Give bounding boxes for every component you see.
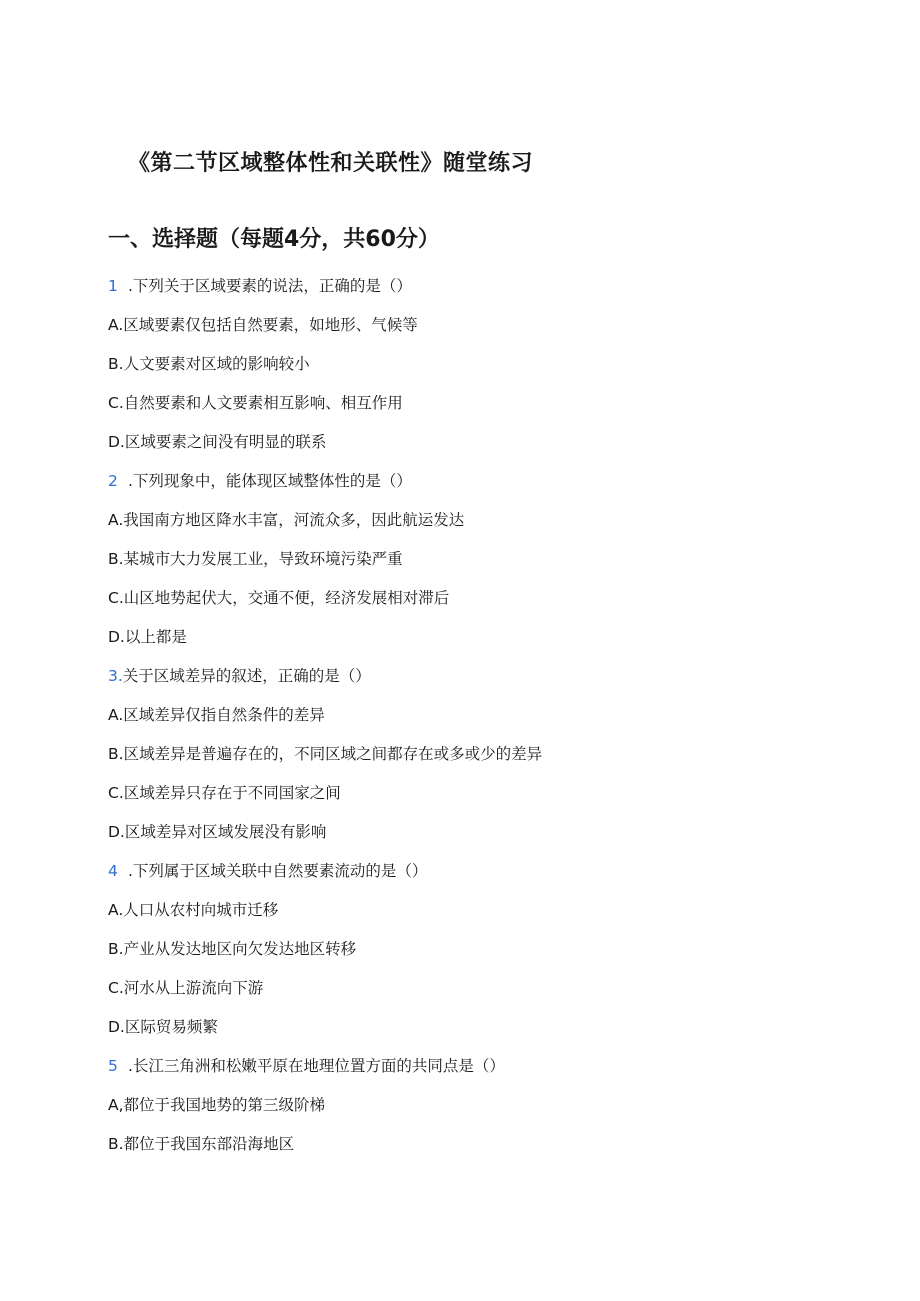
option-letter: B. xyxy=(108,745,124,763)
option-letter: D. xyxy=(108,1018,125,1036)
answer-option xyxy=(108,703,808,742)
question-stem xyxy=(108,1054,808,1093)
answer-option xyxy=(108,898,808,937)
option-letter: B. xyxy=(108,550,124,568)
option-letter: A. xyxy=(108,706,124,724)
option-text: 区域差异只存在于不同国家之间 xyxy=(123,784,341,802)
option-text: 人文要素对区域的影响较小 xyxy=(123,355,310,373)
option-letter: D. xyxy=(108,628,125,646)
option-text: 某城市大力发展工业，导致环境污染严重 xyxy=(123,550,403,568)
answer-option xyxy=(108,391,808,430)
option-letter: A. xyxy=(108,511,124,529)
option-text: 区域要素仅包括自然要素，如地形、气候等 xyxy=(123,316,418,334)
option-text: 山区地势起伏大，交通不便，经济发展相对滞后 xyxy=(123,589,450,607)
question-stem xyxy=(108,859,808,898)
answer-option xyxy=(108,937,808,976)
question-number: 1 xyxy=(108,277,118,295)
section-heading: 一、选择题（每题4分，共60分） xyxy=(108,227,440,252)
answer-option xyxy=(108,625,808,664)
question-number: 4 xyxy=(108,862,118,880)
question-stem xyxy=(108,664,808,703)
question-text: .下列现象中，能体现区域整体性的是（） xyxy=(128,472,412,490)
answer-option xyxy=(108,781,808,820)
option-letter: C. xyxy=(108,784,124,802)
answer-option xyxy=(108,313,808,352)
option-text: 人口从农村向城市迁移 xyxy=(123,901,279,919)
option-letter: D. xyxy=(108,433,125,451)
document-title: 《第二节区域整体性和关联性》随堂练习 xyxy=(128,151,534,176)
answer-option xyxy=(108,508,808,547)
question-number: 2 xyxy=(108,472,118,490)
option-letter: B. xyxy=(108,1135,124,1153)
option-text: 自然要素和人文要素相互影响、相互作用 xyxy=(123,394,403,412)
question-text: .下列属于区域关联中自然要素流动的是（） xyxy=(128,862,428,880)
answer-option xyxy=(108,547,808,586)
option-letter: D. xyxy=(108,823,125,841)
option-text: 以上都是 xyxy=(124,628,187,646)
question-number: 3. xyxy=(108,667,123,685)
option-letter: A. xyxy=(108,316,124,334)
answer-option xyxy=(108,1132,808,1171)
option-letter: C. xyxy=(108,394,124,412)
question-text: .下列关于区域要素的说法，正确的是（） xyxy=(128,277,412,295)
question-number: 5 xyxy=(108,1057,118,1075)
answer-option xyxy=(108,742,808,781)
option-text: 区际贸易频繁 xyxy=(124,1018,218,1036)
option-letter: A. xyxy=(108,901,124,919)
option-text: 都位于我国东部沿海地区 xyxy=(123,1135,295,1153)
question-text: 关于区域差异的叙述，正确的是（） xyxy=(122,667,371,685)
option-letter: C. xyxy=(108,589,124,607)
option-text: 区域要素之间没有明显的联系 xyxy=(124,433,327,451)
answer-option xyxy=(108,1015,808,1054)
option-text: 区域差异仅指自然条件的差异 xyxy=(123,706,325,724)
answer-option xyxy=(108,1093,808,1132)
option-text: 都位于我国地势的第三级阶梯 xyxy=(123,1096,326,1114)
option-letter: A, xyxy=(108,1096,124,1114)
answer-option xyxy=(108,820,808,859)
question-text: .长江三角洲和松嫩平原在地理位置方面的共同点是（） xyxy=(128,1057,505,1075)
option-text: 河水从上游流向下游 xyxy=(123,979,264,997)
option-letter: B. xyxy=(108,355,124,373)
answer-option xyxy=(108,430,808,469)
question-stem xyxy=(108,469,808,508)
option-text: 我国南方地区降水丰富，河流众多，因此航运发达 xyxy=(123,511,465,529)
option-text: 区域差异对区域发展没有影响 xyxy=(124,823,327,841)
option-letter: B. xyxy=(108,940,124,958)
option-text: 区域差异是普遍存在的，不同区域之间都存在或多或少的差异 xyxy=(123,745,543,763)
question-list xyxy=(108,274,808,1171)
option-text: 产业从发达地区向欠发达地区转移 xyxy=(123,940,357,958)
answer-option xyxy=(108,976,808,1015)
option-letter: C. xyxy=(108,979,124,997)
question-stem xyxy=(108,274,808,313)
answer-option xyxy=(108,352,808,391)
answer-option xyxy=(108,586,808,625)
